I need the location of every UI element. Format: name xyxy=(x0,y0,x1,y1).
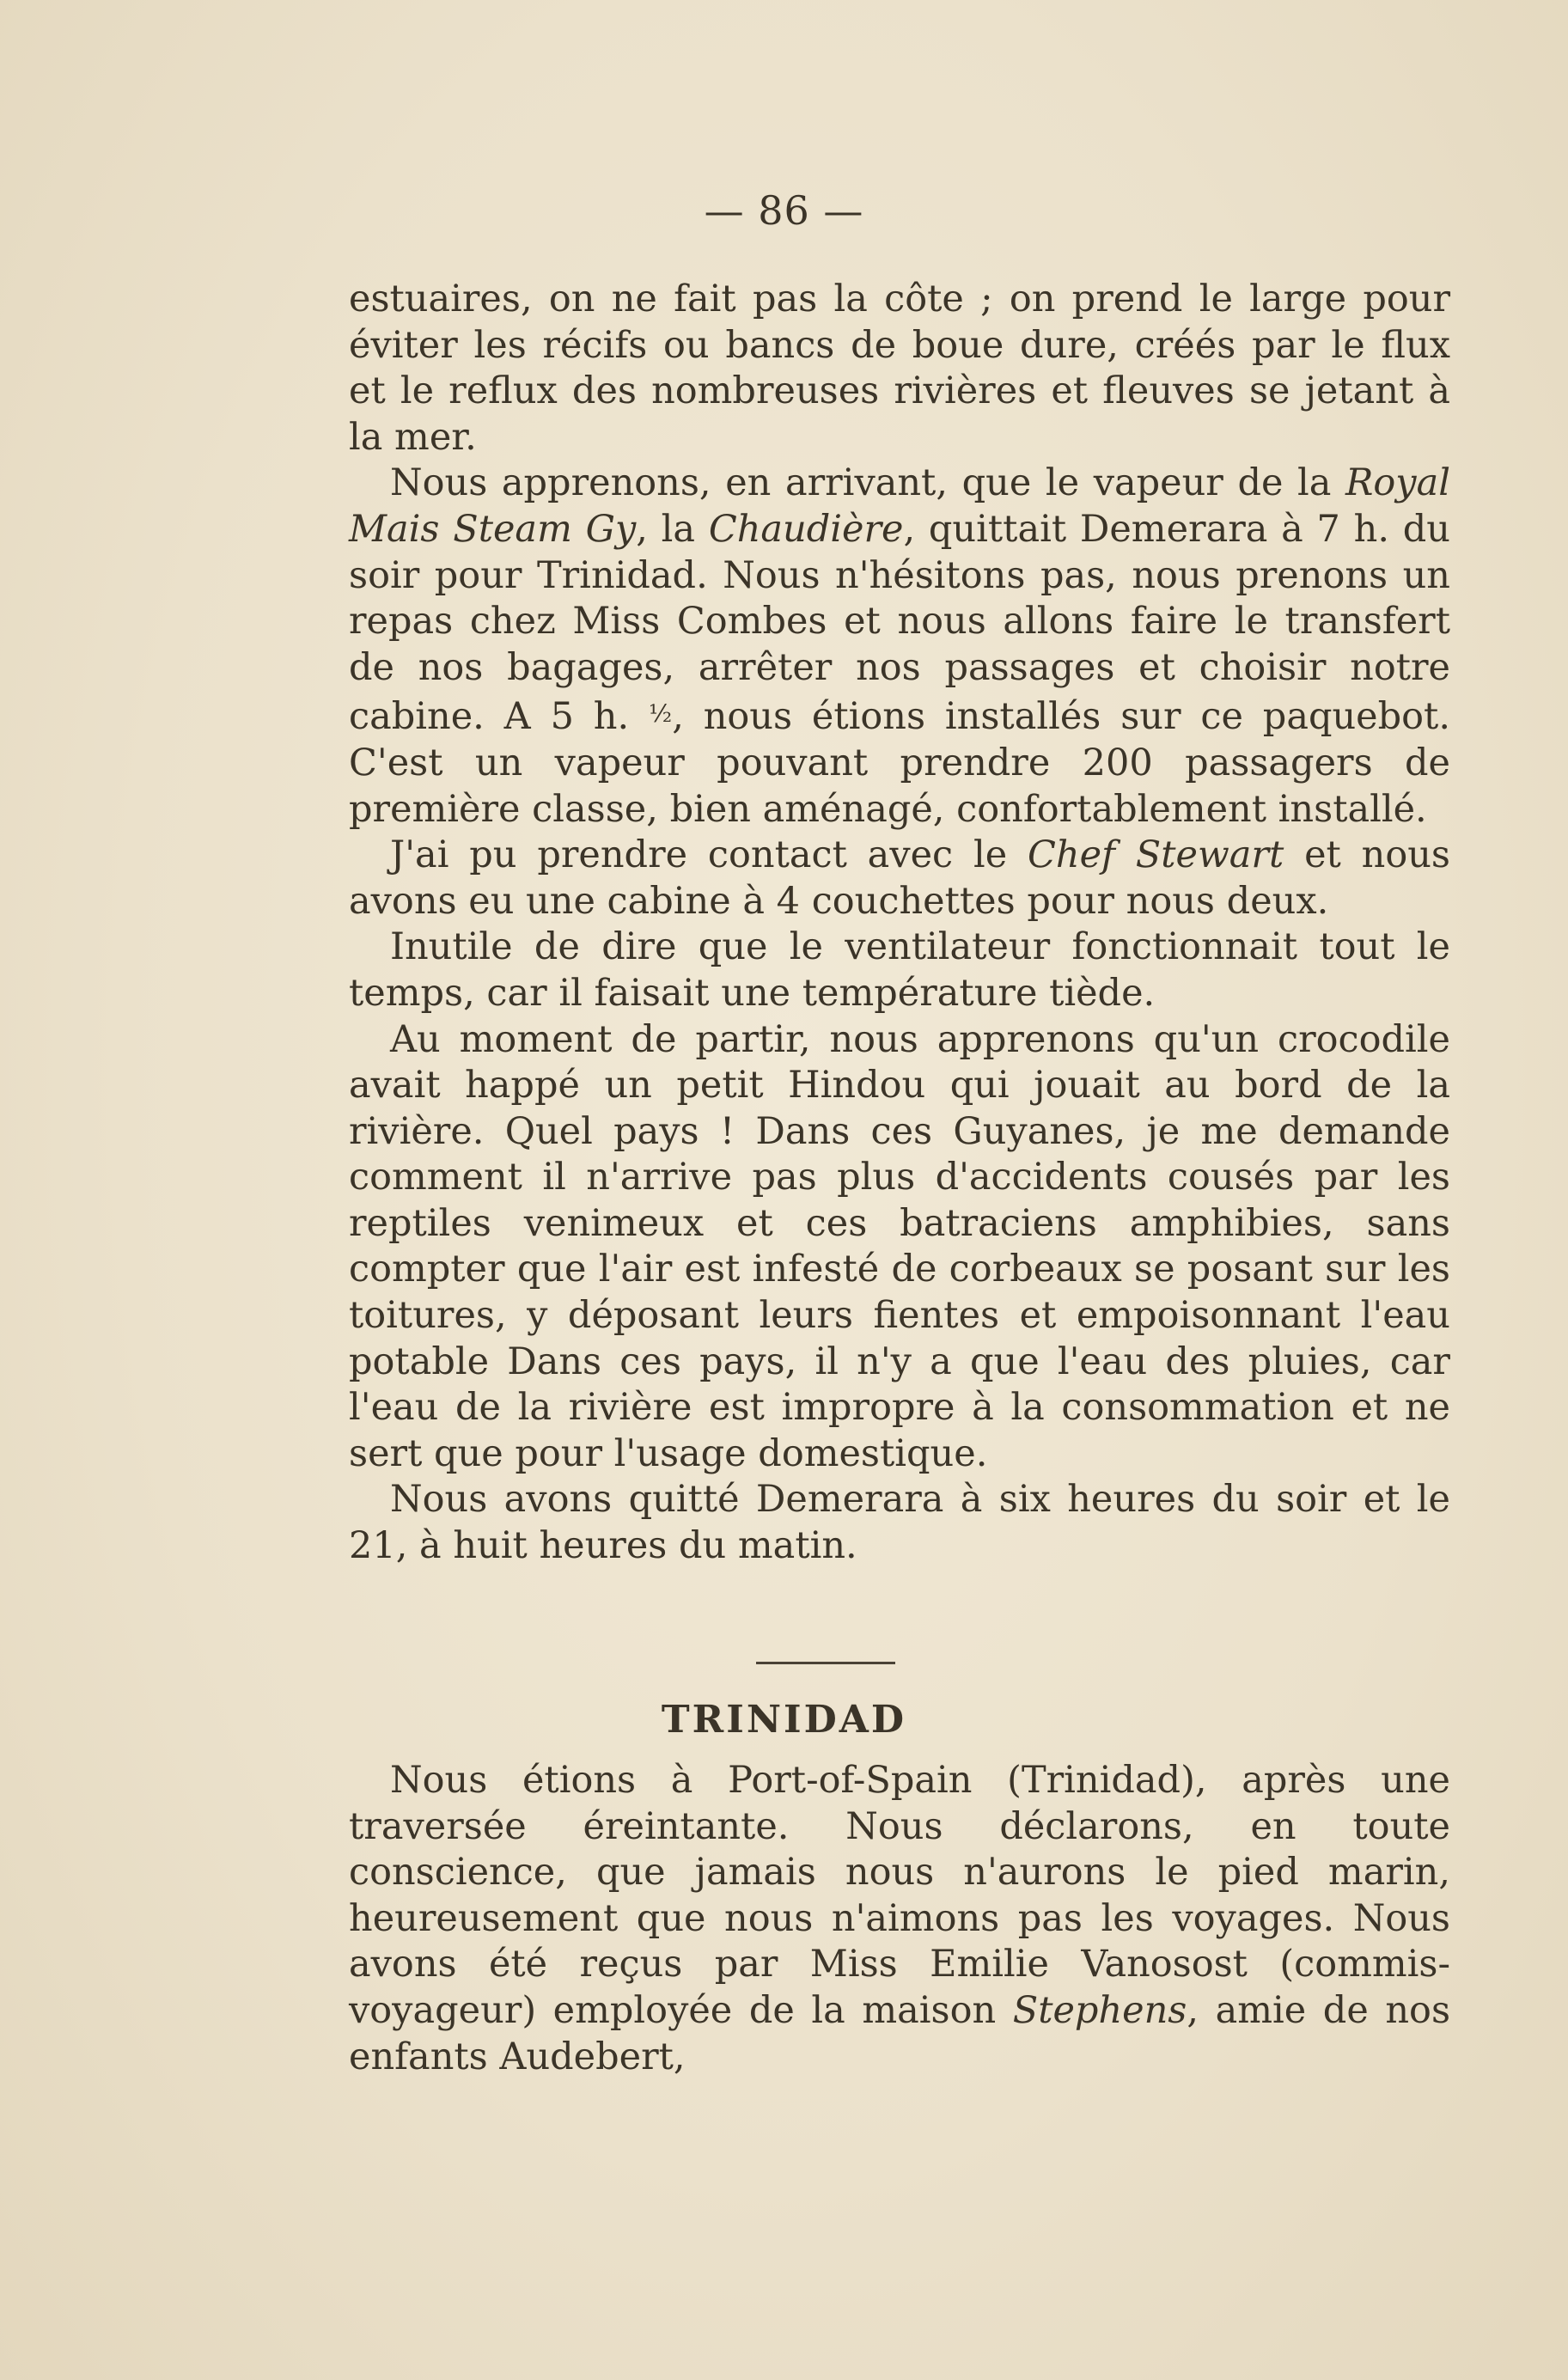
page-number: — 86 — xyxy=(704,187,864,234)
text-run: , nous étions installés sur ce paquebot. C'est un vapeur pouvant prendre 200 passagers de première classe, bien aménagé, confortablement installé. xyxy=(349,695,1450,831)
text-run: Nous apprenons, en arrivant, que le vapeur de la xyxy=(390,461,1346,505)
title-italic: Chef Stewart xyxy=(1028,833,1284,877)
paragraph: Nous avons quitté Demerara à six heures du soir et le 21, à huit heures du matin. xyxy=(349,1478,1450,1568)
fraction: ½ xyxy=(649,699,673,729)
section-divider xyxy=(756,1662,895,1664)
paragraph xyxy=(349,833,1450,925)
text-run: , la xyxy=(636,507,709,551)
ship-line-name: Royal Mais Steam Gy xyxy=(349,461,1450,551)
text-run: et nous avons eu une cabine à 4 couchettes pour nous deux. xyxy=(349,833,1450,923)
paragraph: estuaires, on ne fait pas la côte ; on prend le large pour éviter les récifs ou bancs de boue dure, créés par le flux et le reflux des nombreuses rivières et fleuves se jetant à la mer. xyxy=(349,278,1450,459)
paragraph: Inutile de dire que le ventilateur fonctionnait tout le temps, car il faisait une température tiède. xyxy=(349,925,1450,1015)
text-run: Nous étions à Port-of-Spain (Trinidad), après une traversée éreintante. Nous déclarons, en toute conscience, que jamais nous n'aurons le pied marin, heureusement que nous n'aimons pas les voyages. Nous avons été reçus par Miss Emilie Vanosost (commis-voyageur) employée de la maison xyxy=(349,1759,1450,2032)
section-body xyxy=(349,1758,1450,2080)
ship-name: Chaudière xyxy=(708,507,904,551)
paragraph xyxy=(349,1758,1450,2080)
paragraph xyxy=(349,461,1450,833)
paragraph: Au moment de partir, nous apprenons qu'un crocodile avait happé un petit Hindou qui jouait au bord de la rivière. Quel pays ! Dans ces Guyanes, je me demande comment il n'arrive pas plus d'accidents cousés par les reptiles venimeux et ces batraciens amphibies, sans compter que l'air est infesté de corbeaux se posant sur les toitures, y déposant leurs fientes et empoisonnant l'eau potable Dans ces pays, il n'y a que l'eau des pluies, car l'eau de la rivière est impropre à la consommation et ne sert que pour l'usage domestique. xyxy=(349,1017,1450,1475)
text-run: J'ai pu prendre contact avec le xyxy=(390,833,1028,877)
text-run: , quittait Demerara à 7 h. du soir pour Trinidad. Nous n'hésitons pas, nous prenons un repas chez Miss Combes et nous allons faire le transfert de nos bagages, arrêter nos passages et choisir notre cabine. A 5 h. xyxy=(349,507,1451,739)
text-run: , amie de nos enfants Audebert, xyxy=(349,1988,1451,2078)
body-text xyxy=(349,277,1450,1570)
section-title: TRINIDAD xyxy=(661,1698,907,1742)
company-name: Stephens xyxy=(1012,1988,1187,2032)
